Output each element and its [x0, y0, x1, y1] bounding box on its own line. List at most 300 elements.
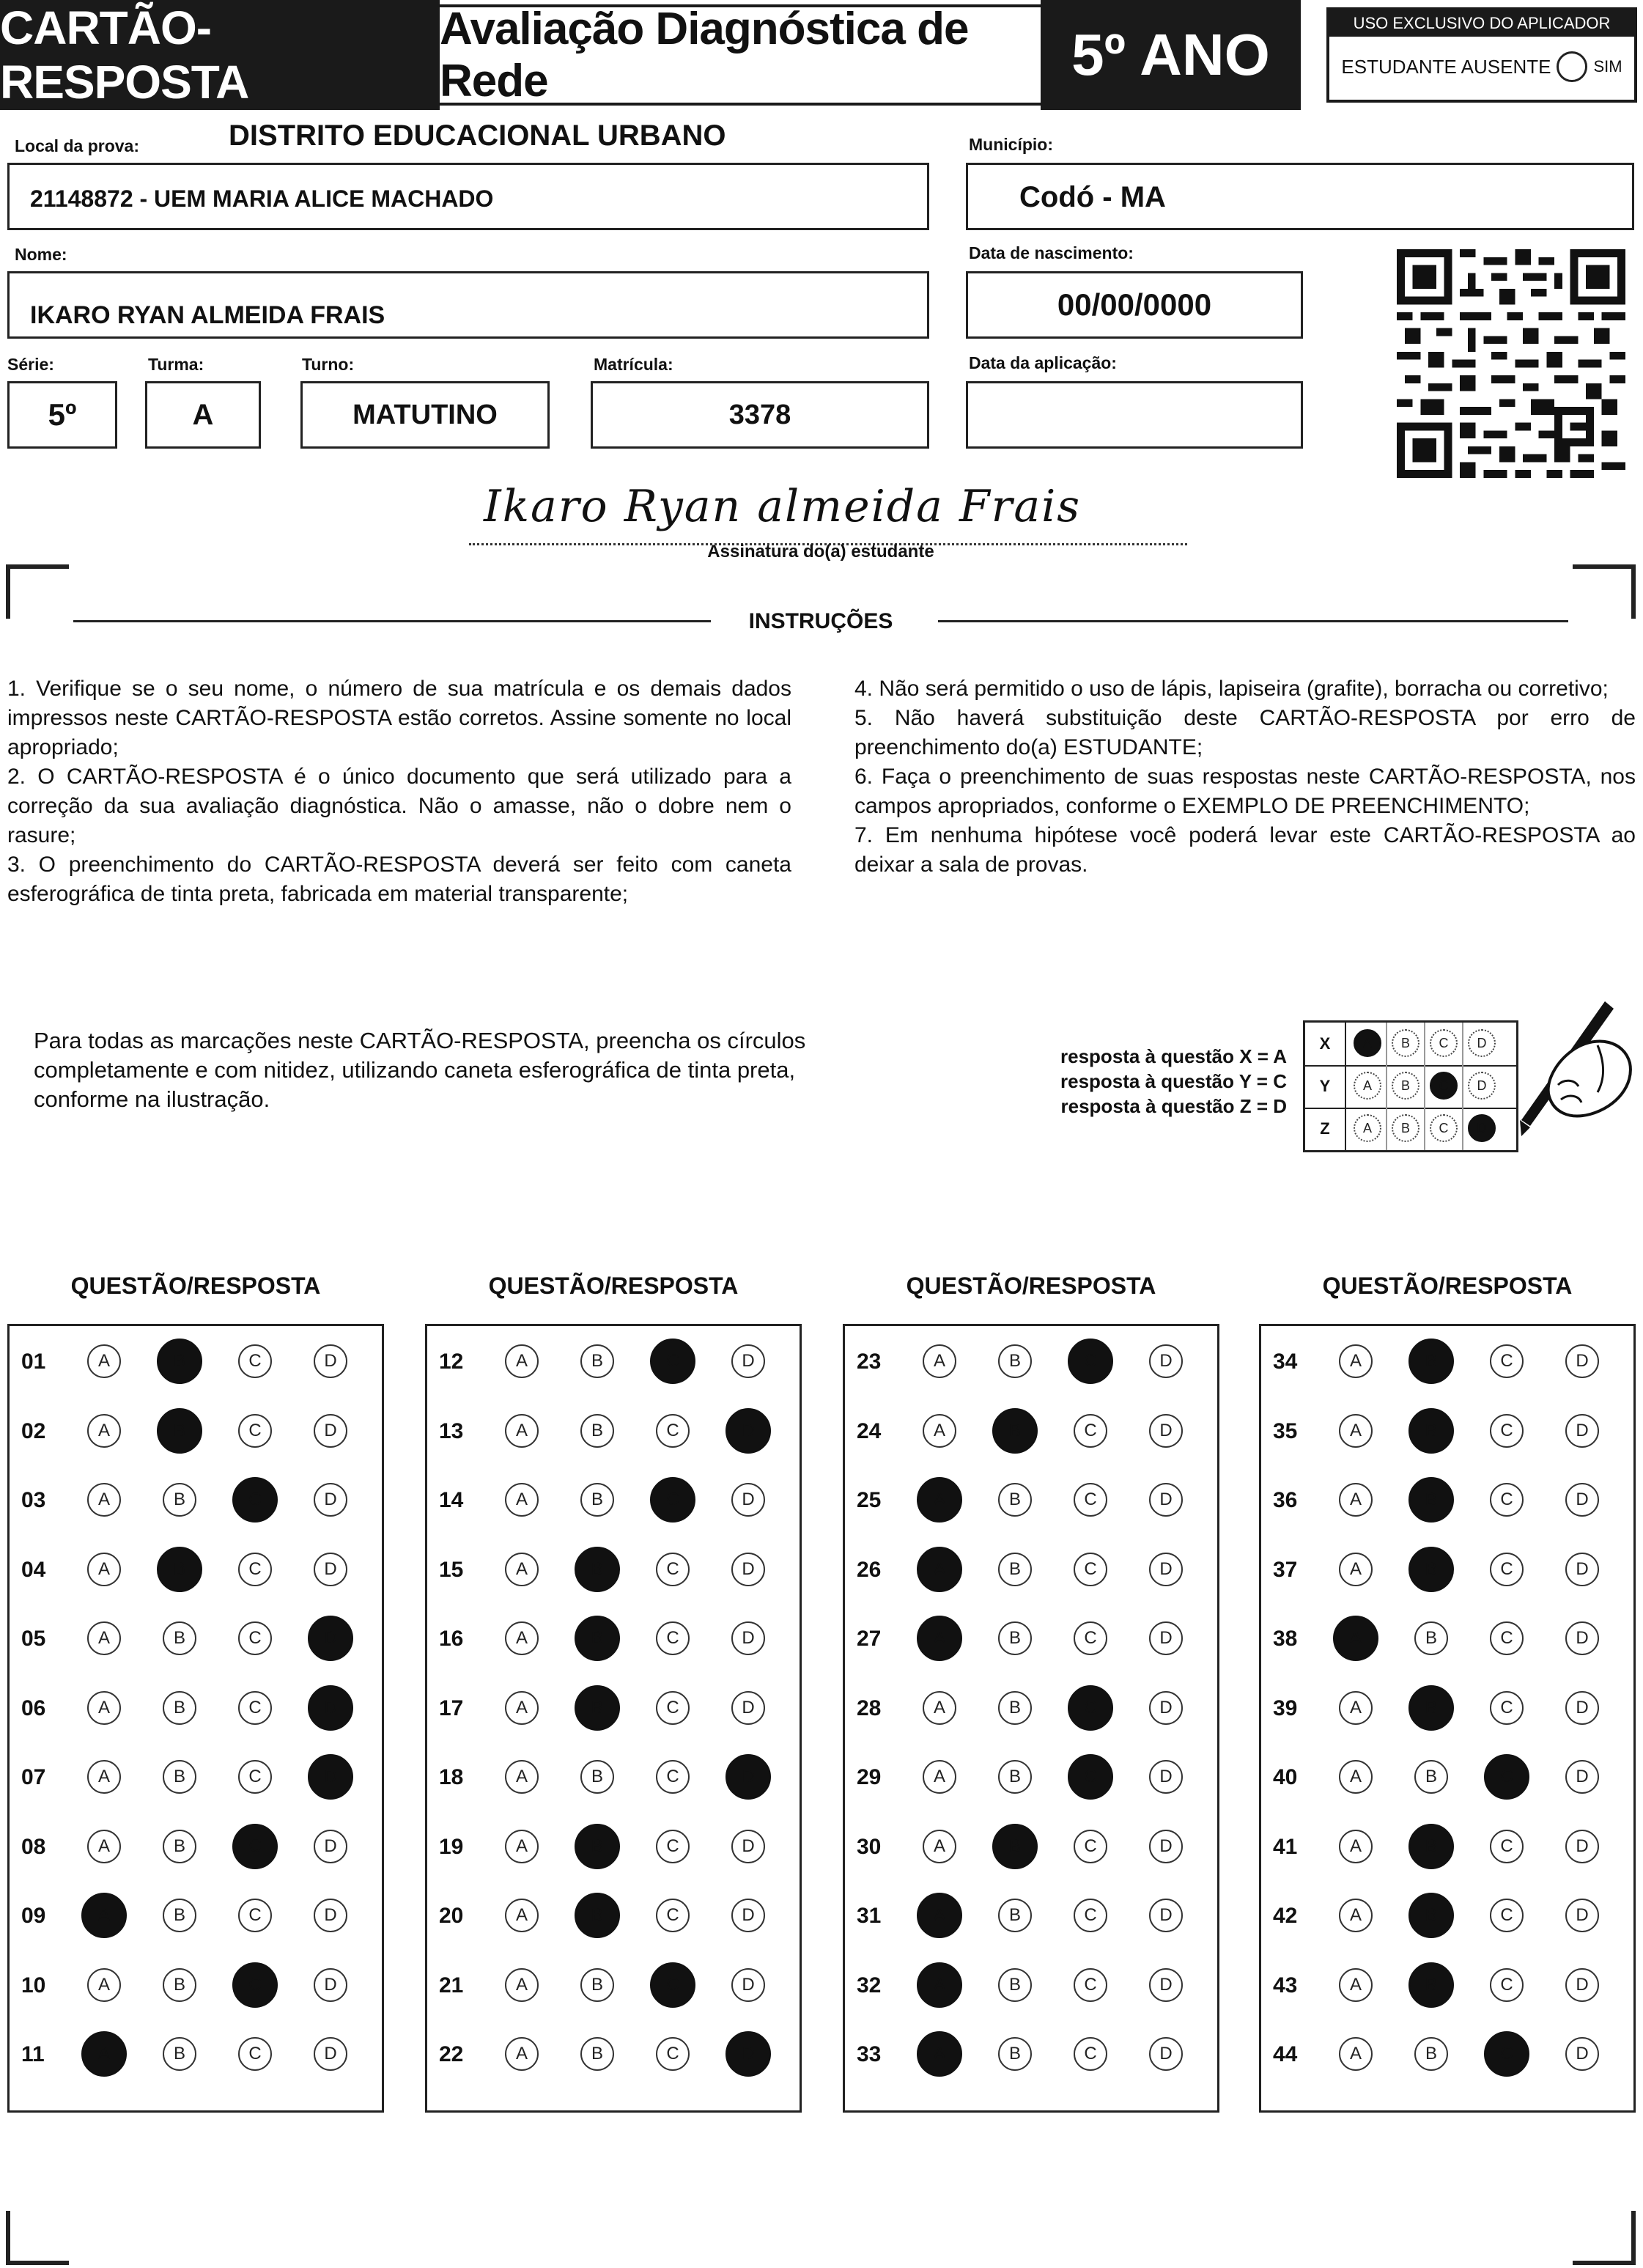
answer-bubble-d[interactable]: D [725, 1408, 771, 1454]
answer-bubble-b[interactable]: B [163, 1830, 196, 1863]
question-number: 39 [1273, 1696, 1298, 1720]
example-bubble-a: A [1354, 1114, 1381, 1142]
answer-bubble-d[interactable]: D [1149, 1760, 1183, 1794]
absent-option-label: SIM [1593, 57, 1622, 76]
answer-bubble-c[interactable]: C [238, 1344, 272, 1378]
answer-bubble-d[interactable]: D [1565, 1553, 1599, 1586]
example-cell-divider [1462, 1023, 1463, 1065]
answer-bubble-a[interactable]: A [1339, 1968, 1373, 2002]
answer-bubble-d[interactable]: D [1149, 1414, 1183, 1448]
answer-bubble-c[interactable]: C [650, 1477, 695, 1523]
question-number: 30 [857, 1834, 882, 1859]
card-title: CARTÃO-RESPOSTA [0, 1, 249, 108]
example-cell-divider [1462, 1065, 1463, 1108]
question-number: 29 [857, 1765, 882, 1789]
birth-value: 00/00/0000 [1057, 287, 1212, 322]
example-line-x: resposta à questão X = A [1060, 1045, 1287, 1067]
answer-bubble-d[interactable]: D [314, 1483, 347, 1517]
answer-bubble-a[interactable]: A [917, 1616, 962, 1661]
answer-bubble-b[interactable]: B [163, 1968, 196, 2002]
answer-bubble-a[interactable]: A [1339, 1691, 1373, 1725]
answer-bubble-c[interactable]: C [238, 1760, 272, 1794]
question-answer-header: QUESTÃO/RESPOSTA [70, 1273, 321, 1299]
signature [469, 475, 1187, 545]
applicator-label-bar [1329, 10, 1634, 37]
answer-bubble-b[interactable]: B [163, 1760, 196, 1794]
answer-bubble-d[interactable]: D [308, 1754, 353, 1800]
answer-bubble-c[interactable]: C [1074, 1621, 1107, 1655]
question-number: 13 [439, 1418, 464, 1443]
school-value: 21148872 - UEM MARIA ALICE MACHADO [30, 185, 494, 212]
answer-bubble-b[interactable]: B [157, 1547, 202, 1592]
answer-bubble-c[interactable]: C [238, 1553, 272, 1586]
answer-bubble-d[interactable]: D [314, 2037, 347, 2071]
grade-label: Série: [7, 355, 54, 374]
answer-bubble-c[interactable]: C [1074, 2037, 1107, 2071]
example-cell-divider [1462, 1108, 1463, 1150]
answer-bubble-a[interactable]: A [917, 1477, 962, 1523]
answer-bubble-d[interactable]: D [1565, 1968, 1599, 2002]
question-number: 03 [21, 1488, 46, 1512]
answer-bubble-b[interactable]: B [1408, 1685, 1454, 1731]
class-value: A [192, 398, 214, 431]
answer-bubble-d[interactable]: D [314, 1830, 347, 1863]
answer-bubble-c[interactable]: C [650, 1962, 695, 2008]
answer-bubble-a[interactable]: A [917, 1893, 962, 1938]
answer-bubble-c[interactable]: C [1490, 1830, 1524, 1863]
answer-bubble-c[interactable]: C [1068, 1685, 1113, 1731]
example-cell-divider [1386, 1023, 1387, 1065]
answer-bubble-a[interactable]: A [505, 1553, 539, 1586]
answer-bubble-a[interactable]: A [923, 1344, 956, 1378]
question-answer-header: QUESTÃO/RESPOSTA [1322, 1273, 1573, 1299]
instructions-title: INSTRUÇÕES [748, 609, 893, 633]
answer-bubble-a[interactable]: A [1339, 2037, 1373, 2071]
answer-bubble-c[interactable]: C [1074, 1553, 1107, 1586]
answer-bubble-b[interactable]: B [157, 1339, 202, 1384]
question-number: 38 [1273, 1627, 1298, 1651]
answer-bubble-c[interactable]: C [650, 1339, 695, 1384]
answer-bubble-b[interactable]: B [1414, 2037, 1448, 2071]
answer-bubble-c[interactable]: C [1074, 1899, 1107, 1932]
answer-bubble-a[interactable]: A [505, 1691, 539, 1725]
answer-bubble-c[interactable]: C [1068, 1339, 1113, 1384]
answer-bubble-a[interactable]: A [1339, 1483, 1373, 1517]
question-number: 25 [857, 1488, 882, 1512]
answer-bubble-d[interactable]: D [314, 1899, 347, 1932]
answer-bubble-b[interactable]: B [163, 1899, 196, 1932]
answer-bubble-d[interactable]: D [1149, 1968, 1183, 2002]
question-number: 01 [21, 1350, 46, 1374]
answer-bubble-d[interactable]: D [1565, 1414, 1599, 1448]
answer-bubble-c[interactable]: C [1484, 1754, 1529, 1800]
question-number: 09 [21, 1904, 46, 1928]
answer-bubble-a[interactable]: A [923, 1830, 956, 1863]
grade-value: 5º [48, 397, 77, 432]
district-name: DISTRITO EDUCACIONAL URBANO [229, 119, 726, 152]
application-date-label: Data da aplicação: [969, 353, 1117, 372]
enrollment-field [591, 381, 929, 449]
answer-bubble-b[interactable]: B [580, 1414, 614, 1448]
answer-bubble-b[interactable]: B [163, 2037, 196, 2071]
answer-bubble-b[interactable]: B [1408, 1339, 1454, 1384]
answer-bubble-a[interactable]: A [87, 1621, 121, 1655]
answer-bubble-a[interactable]: A [87, 1553, 121, 1586]
question-number: 31 [857, 1904, 882, 1928]
answer-bubble-b[interactable]: B [998, 1899, 1032, 1932]
question-number: 33 [857, 2042, 882, 2066]
answer-bubble-a[interactable]: A [1339, 1899, 1373, 1932]
example-bubble-c: C [1430, 1072, 1458, 1100]
answer-bubble-a[interactable]: A [81, 1893, 127, 1938]
question-number: 44 [1273, 2042, 1298, 2066]
answer-bubble-c[interactable]: C [1490, 1621, 1524, 1655]
question-number: 04 [21, 1557, 46, 1582]
answer-column-1 [7, 1324, 384, 2113]
question-number: 05 [21, 1627, 46, 1651]
example-grid [1303, 1020, 1518, 1152]
answer-bubble-c[interactable]: C [1074, 1968, 1107, 2002]
answer-bubble-d[interactable]: D [731, 1691, 765, 1725]
card-title-banner [0, 0, 440, 110]
answer-bubble-a[interactable]: A [1333, 1616, 1378, 1661]
absent-row [1329, 37, 1634, 97]
answer-bubble-d[interactable]: D [731, 1899, 765, 1932]
municipality-value: Codó - MA [1019, 181, 1166, 213]
instructions-right [854, 674, 1636, 880]
exam-title-box [440, 4, 1041, 106]
answer-bubble-a[interactable]: A [505, 1899, 539, 1932]
answer-bubble-a[interactable]: A [917, 1962, 962, 2008]
answer-bubble-d[interactable]: D [314, 1344, 347, 1378]
question-answer-header: QUESTÃO/RESPOSTA [488, 1273, 739, 1299]
question-number: 15 [439, 1557, 464, 1582]
answer-bubble-d[interactable]: D [1149, 1830, 1183, 1863]
answer-bubble-b[interactable]: B [157, 1408, 202, 1454]
answer-bubble-d[interactable]: D [725, 1754, 771, 1800]
answer-bubble-a[interactable]: A [1339, 1414, 1373, 1448]
answer-bubble-b[interactable]: B [580, 1760, 614, 1794]
answer-bubble-d[interactable]: D [314, 1414, 347, 1448]
answer-bubble-b[interactable]: B [163, 1691, 196, 1725]
question-number: 17 [439, 1696, 464, 1720]
answer-bubble-b[interactable]: B [1408, 1962, 1454, 2008]
instruction-6: 6. Faça o preenchimento de suas respostas neste CARTÃO-RESPOSTA, nos campos apropriados, conforme o EXEMPLO DE PREENCHIMENTO; [854, 765, 1636, 818]
answer-bubble-d[interactable]: D [1565, 1899, 1599, 1932]
answer-bubble-a[interactable]: A [87, 1968, 121, 2002]
answer-bubble-d[interactable]: D [314, 1553, 347, 1586]
answer-bubble-d[interactable]: D [1565, 1621, 1599, 1655]
question-number: 08 [21, 1834, 46, 1859]
municipality-label: Município: [969, 135, 1053, 154]
birth-label: Data de nascimento: [969, 243, 1134, 262]
answer-bubble-d[interactable]: D [1149, 1483, 1183, 1517]
question-number: 21 [439, 1973, 464, 1998]
example-bubble-a: A [1354, 1072, 1381, 1100]
answer-bubble-c[interactable]: C [232, 1477, 278, 1523]
answer-bubble-d[interactable]: D [1149, 1899, 1183, 1932]
answer-bubble-b[interactable]: B [1414, 1621, 1448, 1655]
answer-bubble-a[interactable]: A [505, 1760, 539, 1794]
answer-bubble-d[interactable]: D [308, 1685, 353, 1731]
answer-bubble-a[interactable]: A [87, 1483, 121, 1517]
question-number: 28 [857, 1696, 882, 1720]
answer-bubble-c[interactable]: C [656, 1899, 690, 1932]
answer-bubble-a[interactable]: A [1339, 1553, 1373, 1586]
answer-bubble-b[interactable]: B [580, 1483, 614, 1517]
answer-bubble-c[interactable]: C [1490, 1968, 1524, 2002]
answer-bubble-c[interactable]: C [232, 1824, 278, 1869]
example-row-label: Z [1305, 1108, 1346, 1150]
instructions-title-row [711, 607, 931, 636]
answer-bubble-c[interactable]: C [1074, 1414, 1107, 1448]
shift-label: Turno: [302, 355, 355, 374]
answer-bubble-a[interactable]: A [505, 1621, 539, 1655]
question-number: 32 [857, 1973, 882, 1998]
answer-bubble-a[interactable]: A [923, 1414, 956, 1448]
answer-bubble-a[interactable]: A [505, 1968, 539, 2002]
answer-bubble-b[interactable]: B [580, 1344, 614, 1378]
answer-bubble-b[interactable]: B [992, 1408, 1038, 1454]
answer-bubble-a[interactable]: A [917, 2031, 962, 2077]
name-field [7, 271, 929, 339]
answer-bubble-d[interactable]: D [1149, 1553, 1183, 1586]
answer-bubble-a[interactable]: A [505, 1830, 539, 1863]
shift-value: MATUTINO [352, 399, 498, 430]
answer-bubble-b[interactable]: B [998, 1483, 1032, 1517]
question-number: 24 [857, 1418, 882, 1443]
absent-checkbox[interactable] [1557, 51, 1587, 82]
answer-bubble-a[interactable]: A [505, 1344, 539, 1378]
answer-bubble-d[interactable]: D [1149, 1621, 1183, 1655]
answer-bubble-d[interactable]: D [1565, 2037, 1599, 2071]
answer-bubble-d[interactable]: D [1149, 1344, 1183, 1378]
example-cell-divider [1424, 1023, 1425, 1065]
corner-mark-top-left [6, 564, 69, 619]
answer-bubble-d[interactable]: D [1565, 1691, 1599, 1725]
answer-bubble-a[interactable]: A [917, 1547, 962, 1592]
answer-bubble-a[interactable]: A [87, 1414, 121, 1448]
answer-bubble-c[interactable]: C [1490, 1553, 1524, 1586]
enrollment-value: 3378 [728, 399, 791, 430]
application-date-field [966, 381, 1303, 449]
answer-bubble-d[interactable]: D [731, 1344, 765, 1378]
answer-bubble-c[interactable]: C [1074, 1830, 1107, 1863]
answer-bubble-b[interactable]: B [580, 2037, 614, 2071]
question-answer-header: QUESTÃO/RESPOSTA [906, 1273, 1156, 1299]
answer-bubble-c[interactable]: C [1484, 2031, 1529, 2077]
answer-bubble-c[interactable]: C [232, 1962, 278, 2008]
answer-bubble-c[interactable]: C [1490, 1691, 1524, 1725]
answer-bubble-b[interactable]: B [1408, 1477, 1454, 1523]
grade-title: 5º ANO [1071, 22, 1270, 87]
answer-bubble-b[interactable]: B [575, 1824, 620, 1869]
answer-bubble-a[interactable]: A [505, 2037, 539, 2071]
signature-text: Ikaro Ryan almeida Frais [484, 481, 1082, 532]
question-number: 42 [1273, 1904, 1298, 1928]
instruction-1: 1. Verifique se o seu nome, o número de sua matrícula e os demais dados impressos neste CARTÃO-RESPOSTA estão corretos. Assine somente no local apropriado; [7, 677, 791, 759]
example-line-y: resposta à questão Y = C [1060, 1070, 1287, 1092]
question-number: 18 [439, 1765, 464, 1789]
answer-bubble-c[interactable]: C [238, 2037, 272, 2071]
answer-bubble-d[interactable]: D [1565, 1830, 1599, 1863]
municipality-field [966, 163, 1634, 230]
applicator-label: USO EXCLUSIVO DO APLICADOR [1353, 14, 1611, 32]
instruction-2: 2. O CARTÃO-RESPOSTA é o único documento que será utilizado para a correção da sua avaliação diagnóstica. Não o amasse, não o dobre nem o rasure; [7, 765, 791, 847]
answer-bubble-b[interactable]: B [998, 1621, 1032, 1655]
answer-bubble-b[interactable]: B [992, 1824, 1038, 1869]
answer-bubble-c[interactable]: C [656, 2037, 690, 2071]
answer-bubble-d[interactable]: D [731, 1830, 765, 1863]
answer-bubble-c[interactable]: C [656, 1830, 690, 1863]
answer-bubble-d[interactable]: D [308, 1616, 353, 1661]
answer-bubble-d[interactable]: D [1565, 1344, 1599, 1378]
answer-bubble-a[interactable]: A [81, 2031, 127, 2077]
answer-bubble-a[interactable]: A [87, 1830, 121, 1863]
answer-bubble-a[interactable]: A [1339, 1344, 1373, 1378]
example-bubble-c: C [1430, 1114, 1458, 1142]
answer-bubble-c[interactable]: C [656, 1414, 690, 1448]
answer-bubble-a[interactable]: A [1339, 1830, 1373, 1863]
instruction-3: 3. O preenchimento do CARTÃO-RESPOSTA deverá ser feito com caneta esferográfica de tinta preta, fabricada em material transparente; [7, 853, 791, 906]
answer-bubble-c[interactable]: C [238, 1414, 272, 1448]
answer-bubble-c[interactable]: C [656, 1553, 690, 1586]
answer-bubble-b[interactable]: B [1408, 1408, 1454, 1454]
answer-bubble-b[interactable]: B [163, 1621, 196, 1655]
answer-bubble-c[interactable]: C [1074, 1483, 1107, 1517]
question-number: 35 [1273, 1418, 1298, 1443]
answer-column-2 [425, 1324, 802, 2113]
signature-caption: Assinatura do(a) estudante [707, 542, 934, 562]
answer-column-4 [1259, 1324, 1636, 2113]
exam-title: Avaliação Diagnóstica de Rede [440, 4, 969, 106]
answer-bubble-d[interactable]: D [725, 2031, 771, 2077]
instruction-4: 4. Não será permitido o uso de lápis, lapiseira (grafite), borracha ou corretivo; [854, 677, 1609, 701]
answer-bubble-c[interactable]: C [656, 1691, 690, 1725]
answer-bubble-a[interactable]: A [87, 1344, 121, 1378]
answer-bubble-b[interactable]: B [1408, 1824, 1454, 1869]
name-value: IKARO RYAN ALMEIDA FRAIS [30, 301, 385, 329]
answer-bubble-d[interactable]: D [731, 1483, 765, 1517]
shift-field [300, 381, 550, 449]
answer-bubble-c[interactable]: C [238, 1691, 272, 1725]
answer-bubble-a[interactable]: A [87, 1760, 121, 1794]
answer-bubble-c[interactable]: C [1490, 1899, 1524, 1932]
answer-bubble-c[interactable]: C [1490, 1344, 1524, 1378]
answer-bubble-b[interactable]: B [575, 1547, 620, 1592]
question-number: 10 [21, 1973, 46, 1998]
instructions-rule-right [938, 620, 1568, 622]
answer-bubble-a[interactable]: A [923, 1691, 956, 1725]
exam-site-label: Local da prova: [15, 136, 139, 155]
answer-bubble-d[interactable]: D [731, 1553, 765, 1586]
answer-bubble-b[interactable]: B [1408, 1893, 1454, 1938]
instruction-5: 5. Não haverá substituição deste CARTÃO-RESPOSTA por erro de preenchimento do(a) ESTUDANTE; [854, 706, 1636, 759]
question-number: 37 [1273, 1557, 1298, 1582]
answer-bubble-b[interactable]: B [998, 1344, 1032, 1378]
corner-mark-bottom-left [6, 2211, 69, 2265]
instructions-rule-left [73, 620, 711, 622]
answer-bubble-d[interactable]: D [731, 1621, 765, 1655]
answer-bubble-a[interactable]: A [87, 1691, 121, 1725]
answer-bubble-c[interactable]: C [1068, 1754, 1113, 1800]
pen-hand-icon [1488, 997, 1634, 1144]
example-line-z: resposta à questão Z = D [1060, 1095, 1287, 1117]
example-bubble-d: D [1468, 1029, 1496, 1057]
answer-bubble-b[interactable]: B [575, 1893, 620, 1938]
answer-bubble-b[interactable]: B [1414, 1760, 1448, 1794]
class-field [145, 381, 261, 449]
school-field [7, 163, 929, 230]
answer-bubble-d[interactable]: D [731, 1968, 765, 2002]
answer-bubble-b[interactable]: B [998, 1553, 1032, 1586]
answer-bubble-d[interactable]: D [1149, 1691, 1183, 1725]
answer-bubble-b[interactable]: B [998, 2037, 1032, 2071]
answer-bubble-c[interactable]: C [238, 1899, 272, 1932]
answer-bubble-d[interactable]: D [1565, 1483, 1599, 1517]
answer-bubble-d[interactable]: D [1149, 2037, 1183, 2071]
question-number: 19 [439, 1834, 464, 1859]
answer-bubble-a[interactable]: A [1339, 1760, 1373, 1794]
question-number: 14 [439, 1488, 464, 1512]
question-number: 34 [1273, 1350, 1298, 1374]
answer-bubble-c[interactable]: C [238, 1621, 272, 1655]
example-bubble-b: B [1392, 1029, 1419, 1057]
corner-mark-top-right [1573, 564, 1636, 619]
question-number: 43 [1273, 1973, 1298, 1998]
question-number: 06 [21, 1696, 46, 1720]
name-label: Nome: [15, 245, 67, 264]
answer-bubble-b[interactable]: B [575, 1616, 620, 1661]
qr-code [1397, 249, 1625, 478]
answer-bubble-a[interactable]: A [923, 1760, 956, 1794]
answer-bubble-c[interactable]: C [656, 1621, 690, 1655]
answer-bubble-b[interactable]: B [580, 1968, 614, 2002]
example-cell-divider [1424, 1065, 1425, 1108]
applicator-box [1326, 7, 1637, 103]
question-number: 27 [857, 1627, 882, 1651]
question-number: 41 [1273, 1834, 1298, 1859]
answer-bubble-c[interactable]: C [1490, 1483, 1524, 1517]
example-cell-divider [1386, 1108, 1387, 1150]
answer-bubble-b[interactable]: B [1408, 1547, 1454, 1592]
answer-bubble-b[interactable]: B [575, 1685, 620, 1731]
question-number: 07 [21, 1765, 46, 1789]
example-cell-divider [1424, 1108, 1425, 1150]
answer-bubble-b[interactable]: B [998, 1968, 1032, 2002]
answer-bubble-a[interactable]: A [505, 1483, 539, 1517]
example-bubble-b: B [1392, 1114, 1419, 1142]
example-bubble-a: A [1354, 1029, 1381, 1057]
answer-bubble-b[interactable]: B [163, 1483, 196, 1517]
question-number: 23 [857, 1350, 882, 1374]
absent-label: ESTUDANTE AUSENTE [1341, 55, 1551, 78]
example-row-label: Y [1305, 1065, 1346, 1108]
grade-field [7, 381, 117, 449]
answer-bubble-b[interactable]: B [998, 1691, 1032, 1725]
question-number: 16 [439, 1627, 464, 1651]
answer-bubble-c[interactable]: C [656, 1760, 690, 1794]
answer-bubble-c[interactable]: C [1490, 1414, 1524, 1448]
answer-bubble-a[interactable]: A [505, 1414, 539, 1448]
answer-bubble-d[interactable]: D [1565, 1760, 1599, 1794]
answer-bubble-d[interactable]: D [314, 1968, 347, 2002]
question-number: 26 [857, 1557, 882, 1582]
question-number: 20 [439, 1904, 464, 1928]
answer-bubble-b[interactable]: B [998, 1760, 1032, 1794]
question-number: 02 [21, 1418, 46, 1443]
example-cell-divider [1386, 1065, 1387, 1108]
